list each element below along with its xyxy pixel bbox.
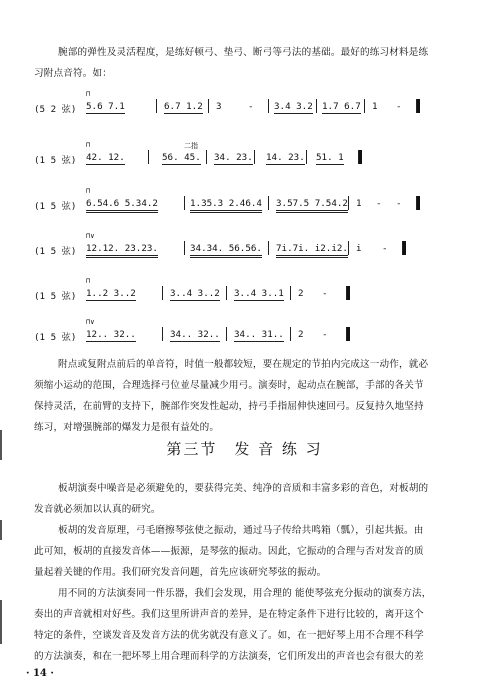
rest-dash: - [396, 101, 402, 112]
exercise-row [34, 232, 444, 260]
notes-group: 1.35.3 2.46.4 [190, 198, 262, 213]
bar-line [226, 286, 227, 300]
bar-line [316, 99, 317, 113]
note: 1 [372, 101, 378, 112]
string-label: (1 5 弦) [34, 246, 77, 257]
string-label: (1 5 弦) [34, 291, 77, 302]
string-label: (1 5 弦) [34, 201, 77, 212]
exercise-row [34, 277, 444, 305]
bar-line [254, 150, 255, 164]
final-bar-line [402, 241, 406, 255]
notes-group: 34. 23. [214, 152, 253, 163]
notes-group: 14. 23. [266, 152, 305, 163]
rest-dash: - [396, 198, 402, 209]
string-label: (1 5 弦) [34, 155, 77, 166]
notes-group: 56. 45. [162, 152, 201, 163]
bar-line [148, 150, 149, 164]
bow-mark: ⊓∨ [86, 232, 95, 240]
notes-group: 34.. 32.. [170, 329, 220, 340]
notes-group: 7i.7i. i2.i2. [276, 243, 348, 258]
bar-line [208, 99, 209, 113]
exercise-row [34, 187, 444, 215]
paragraph-line: 量起着关键的作用。我们研究发音问题，首先应该研究琴弦的振动。 [34, 567, 327, 578]
paragraph-line: 板胡的发音原理，弓毛磨擦琴弦使之振动，通过马子传给共鸣箱（瓢），引起共振。由 [58, 525, 424, 536]
paragraph-line: 须缩小运动的范围，合理选择弓位並尽量减少用弓。演奏时，起动点在腕部，手部的各关节 [34, 380, 424, 391]
note: 2 [298, 288, 304, 299]
final-bar-line [346, 327, 350, 341]
finger-mark: 二指 [184, 142, 198, 150]
section-heading: 第三节 发 音 练 习 [166, 440, 323, 458]
final-bar-line [346, 286, 350, 300]
bar-line [364, 99, 365, 113]
note: 3 [216, 101, 222, 112]
paragraph-line: 发音就必须加以认真的研究。 [34, 504, 161, 515]
paragraph-line: 练习，对增强腕部的爆发力是很有益处的。 [34, 422, 220, 433]
exercise-row [34, 141, 444, 169]
paragraph-line: 此可知，板胡的直接发音体——振源，是琴弦的振动。因此，它振动的合理与否对发音的质 [34, 546, 424, 557]
note: i [356, 243, 362, 254]
notes-group: 12.12. 23.23. [86, 243, 158, 258]
notes-group: 3..4 3..1 [234, 288, 284, 299]
exercise-row [34, 318, 444, 346]
notes-group: 3..4 3..2 [170, 288, 220, 299]
left-edge-mark [0, 520, 2, 540]
notes-group: 51. 1 [316, 152, 344, 163]
bar-line [268, 196, 269, 210]
bow-mark: ⊓ [86, 90, 91, 98]
exercise-row [34, 90, 444, 118]
final-bar-line [416, 196, 420, 210]
page-number: · 14 · [26, 668, 54, 679]
bow-mark: ⊓ [86, 187, 91, 195]
notes-group: 6.7 1.2 [164, 101, 203, 112]
note: 2 [298, 329, 304, 340]
rest-dash: - [376, 198, 382, 209]
paragraph-line: 保持灵活，在前臂的支持下，腕部作突发性起动，持弓手指屈伸快速回弓。反复持久地坚持 [34, 401, 424, 412]
bow-mark: ⊓ [86, 141, 91, 149]
bar-line [226, 327, 227, 341]
notes-group: 34.. 31.. [234, 329, 284, 340]
paragraph-line: 奏出的声音就相对好些。我们这里所讲声音的差异，是在特定条件下进行比较的，离开这个 [34, 609, 424, 620]
paragraph-line: 特定的条件，空谈发音及发音方法的优劣就没有意义了。如，在一把好琴上用不合理不科学 [34, 630, 424, 641]
paragraph-line: 附点或复附点前后的单音符，时值一般都较短，要在规定的节拍内完成这一动作，就必 [58, 359, 429, 370]
rest-dash: - [382, 243, 388, 254]
bow-mark: ⊓∨ [86, 318, 95, 326]
notes-group: 3.57.5 7.54.2 [276, 198, 348, 213]
notes-group: 1..2 3..2 [86, 288, 136, 299]
bar-line [268, 241, 269, 255]
final-bar-line [358, 150, 362, 164]
bar-line [206, 150, 207, 164]
bow-mark: ⊓ [86, 277, 91, 285]
bar-line [184, 241, 185, 255]
string-label: (5 2 弦) [34, 104, 77, 115]
bar-line [348, 196, 349, 210]
notes-group: 5.6 7.1 [86, 101, 125, 112]
notes-group: 42. 12. [86, 152, 125, 163]
notes-group: 6.54.6 5.34.2 [86, 198, 158, 213]
bar-line [290, 286, 291, 300]
note: 1 [356, 198, 362, 209]
rest-dash: - [322, 288, 328, 299]
rest-dash: - [248, 101, 254, 112]
notes-group: 34.34. 56.56. [190, 243, 262, 258]
left-edge-mark [0, 600, 2, 644]
string-label: (1 5 弦) [34, 332, 77, 343]
bar-line [184, 196, 185, 210]
paragraph-line: 的方法演奏，和在一把坏琴上用合理而科学的方法演奏，它们所发出的声音也会有很大的差 [34, 651, 424, 662]
bar-line [348, 241, 349, 255]
bar-line [290, 327, 291, 341]
notes-group: 1.7 6.7 [322, 101, 361, 112]
notes-group: 12.. 32.. [86, 329, 136, 340]
bar-line [162, 286, 163, 300]
intro-line-1: 腕部的弹性及灵活程度，是练好顿弓、垫弓、断弓等弓法的基础。最好的练习材料是练 [58, 47, 429, 58]
intro-line-2: 习附点音符。如： [34, 68, 112, 79]
bar-line [162, 327, 163, 341]
paragraph-line: 板胡演奏中噪音是必须避免的，要获得完美、纯净的音质和丰富多彩的音色，对板胡的 [58, 483, 429, 494]
bar-line [306, 150, 307, 164]
paragraph-line: 用不同的方法演奏同一件乐器，我们会发现，用合理的 能使琴弦充分振动的演奏方法， [58, 588, 432, 599]
final-bar-line [416, 99, 420, 113]
notes-group: 3.4 3.2 [274, 101, 313, 112]
bar-line [268, 99, 269, 113]
bar-line [156, 99, 157, 113]
rest-dash: - [322, 329, 328, 340]
